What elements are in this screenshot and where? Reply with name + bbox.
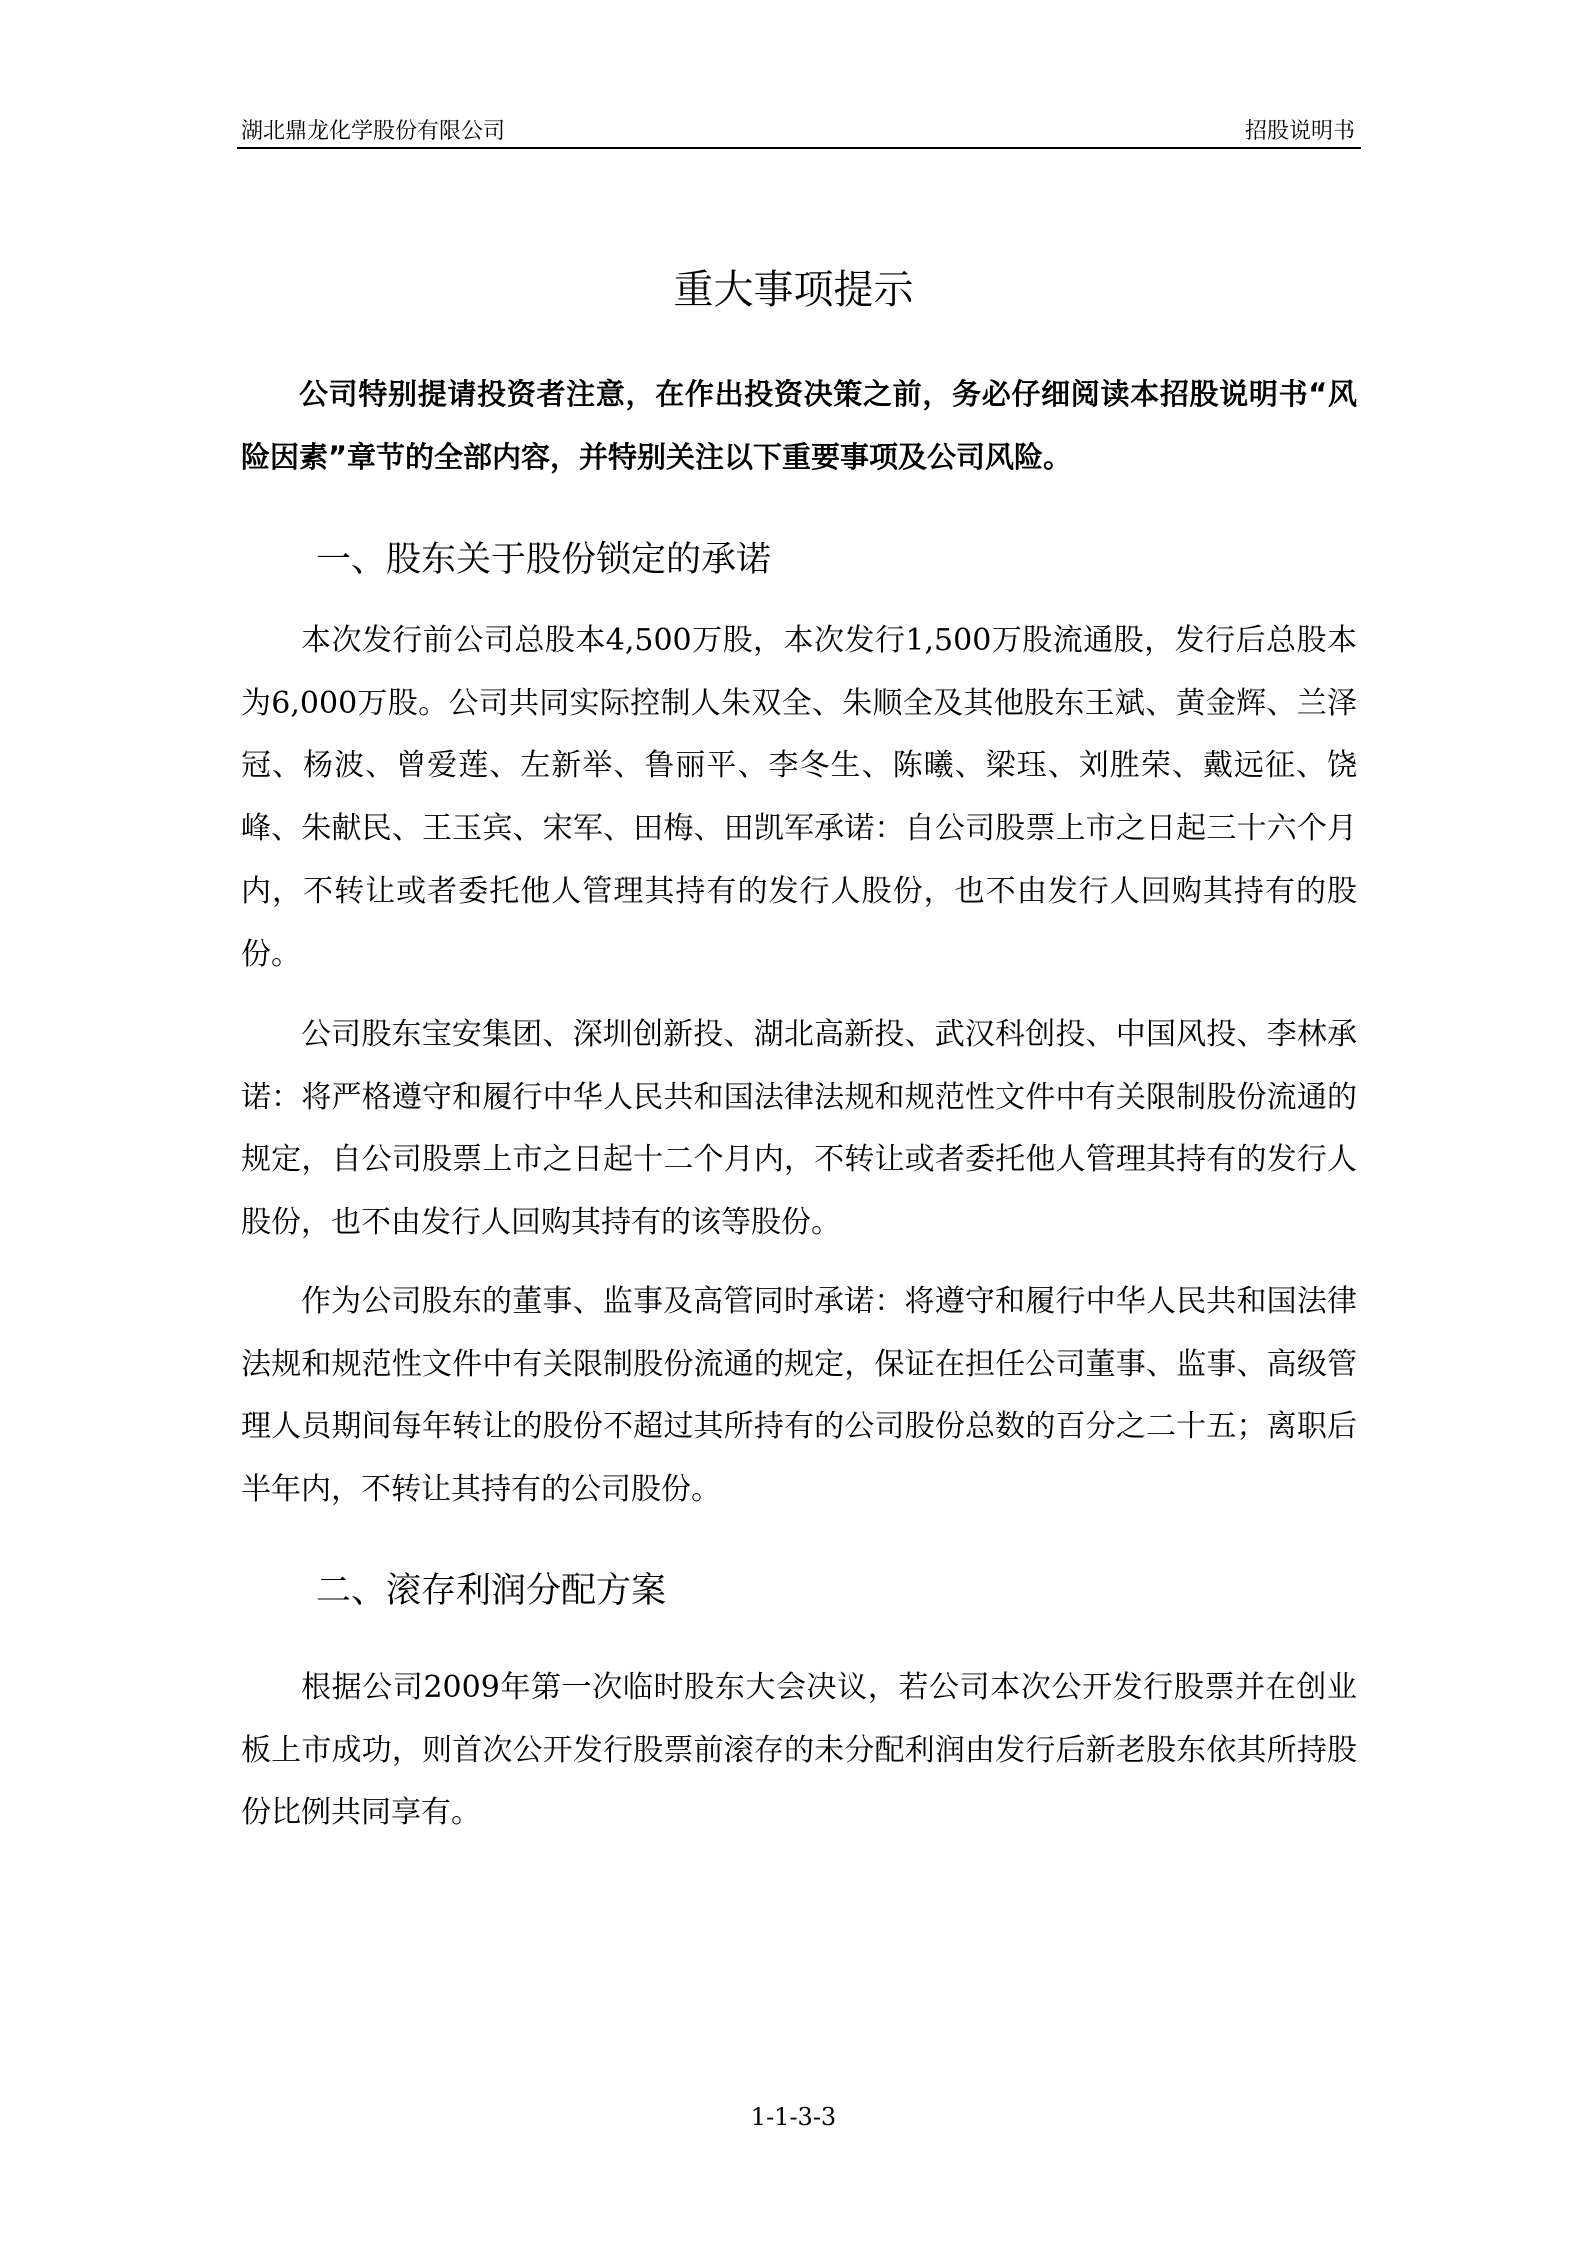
section1-paragraph: 作为公司股东的董事、监事及高管同时承诺：将遵守和履行中华人民共和国法律法规和规范性文件中有关限制股份流通的规定，保证在担任公司董事、监事、高级管理人员期间每年转让的股份不超过其所持有的公司股份总数的百分之二十五；离职后半年内，不转让其持有的公司股份。 xyxy=(241,1284,1357,1508)
header-rule xyxy=(237,147,1361,149)
section2-paragraph: 根据公司2009年第一次临时股东大会决议，若公司本次公开发行股票并在创业板上市成功，则首次公开发行股票前滚存的未分配利润由发行后新老股东依其所持股份比例共同享有。 xyxy=(241,1670,1357,1831)
header-doc-type: 招股说明书 xyxy=(1244,119,1355,144)
section2-heading: 二、滚存利润分配方案 xyxy=(316,1571,667,1611)
section1-paragraph: 公司股东宝安集团、深圳创新投、湖北高新投、武汉科创投、中国风投、李林承诺：将严格遵守和履行中华人民共和国法律法规和规范性文件中有关限制股份流通的规定，自公司股票上市之日起十二个月内，不转让或者委托他人管理其持有的发行人股份，也不由发行人回购其持有的该等股份。 xyxy=(241,1017,1357,1241)
section1-heading: 一、股东关于股份锁定的承诺 xyxy=(316,540,772,580)
intro-notice: 公司特别提请投资者注意，在作出投资决策之前，务必仔细阅读本招股说明书“风险因素”章节的全部内容，并特别关注以下重要事项及公司风险。 xyxy=(241,377,1357,474)
header-company: 湖北鼎龙化学股份有限公司 xyxy=(241,119,506,144)
page-title: 重大事项提示 xyxy=(673,267,914,313)
page-number: 1-1-3-3 xyxy=(750,2103,837,2131)
section1-paragraph: 本次发行前公司总股本4,500万股，本次发行1,500万股流通股，发行后总股本为6,000万股。公司共同实际控制人朱双全、朱顺全及其他股东王斌、黄金辉、兰泽冠、杨波、曾爱莲、左新举、鲁丽平、李冬生、陈曦、梁珏、刘胜荣、戴远征、饶峰、朱献民、王玉宾、宋军、田梅、田凯军承诺：自公司股票上市之日起三十六个月内，不转让或者委托他人管理其持有的发行人股份，也不由发行人回购其持有的股份。 xyxy=(241,623,1357,972)
